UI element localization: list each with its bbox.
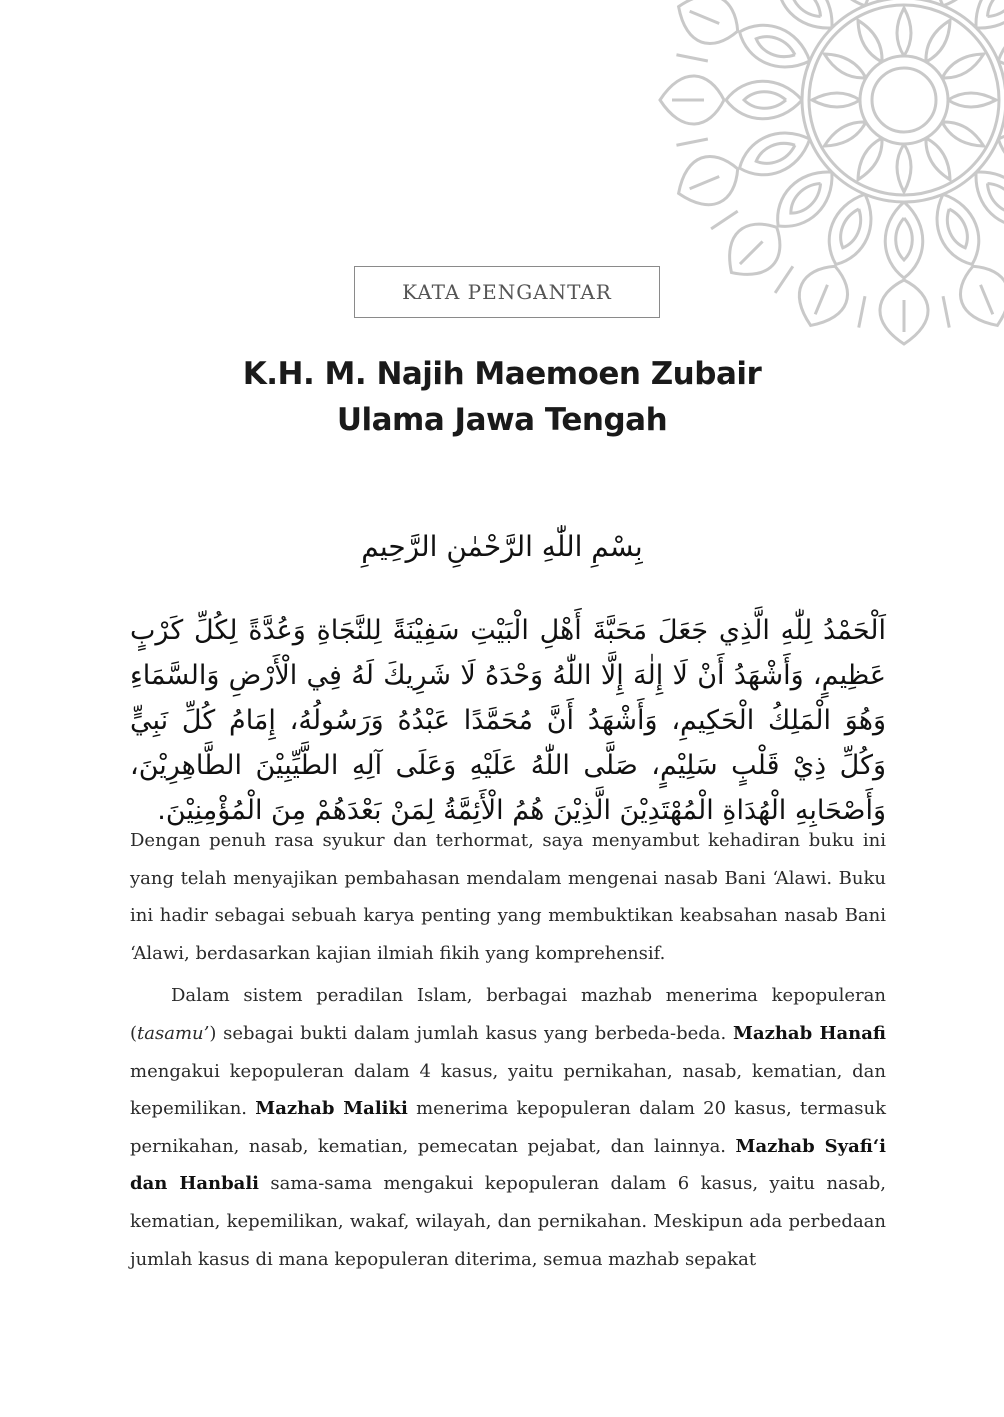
section-label: KATA PENGANTAR (354, 266, 660, 318)
basmala: بِسْمِ اللّٰهِ الرَّحْمٰنِ الرَّحِيمِ (361, 530, 643, 563)
term-mazhab-hanafi: Mazhab Hanafi (733, 1022, 887, 1044)
paragraph-1: Dengan penuh rasa syukur dan terhormat, saya menyambut kehadiran buku ini yang telah menyajikan pembahasan mendalam mengenai nasab Bani ‘Alawi. Buku ini hadir sebagai sebuah karya penting yang membuktikan keabsahan nasab Bani ‘Alawi, berdasarkan kajian ilmiah fikih yang komprehensif. (130, 830, 886, 964)
paragraph-2: Dalam sistem peradilan Islam, berbagai mazhab menerima kepopuleran (tasamu’) sebagai bukti dalam jumlah kasus yang berbeda-beda. Mazhab Hanafi mengakui kepopuleran dalam 4 kasus, yaitu pernikahan, nasab, kematian, dan kepemilikan. Mazhab Maliki menerima kepopuleran dalam 20 kasus, termasuk pernikahan, nasab, kematian, pemecatan pejabat, dan lainnya. Mazhab Syafi‘i dan Hanbali sama-sama mengakui kepopuleran dalam 6 kasus, yaitu nasab, kematian, kepemilikan, wakaf, wilayah, dan pernikahan. Meskipun ada perbedaan jumlah kasus di mana kepopuleran diterima, semua mazhab sepakat (130, 985, 887, 1270)
term-tasamu: tasamu’ (137, 1022, 210, 1044)
page-subtitle: Ulama Jawa Tengah (336, 402, 668, 438)
mandala-ornament (654, 0, 1004, 350)
body-text (130, 822, 886, 1278)
page-title: K.H. M. Najih Maemoen Zubair (242, 356, 762, 392)
arabic-paragraph: اَلْحَمْدُ لِلّٰهِ الَّذِي جَعَلَ مَحَبَّةَ أَهْلِ الْبَيْتِ سَفِيْنَةً لِلنَّجَاةِ وَعُدَّةً لِكُلِّ كَرْبٍ عَظِيمٍ، وَأَشْهَدُ أَنْ لَا إِلٰهَ إِلَّا اللّٰهُ وَحْدَهُ لَا شَرِيكَ لَهُ فِي الْأَرْضِ وَالسَّمَاءِ وَهُوَ الْمَلِكُ الْحَكِيمِ، وَأَشْهَدُ أَنَّ مُحَمَّدًا عَبْدُهُ وَرَسُولُهُ، إِمَامُ كُلِّ نَبِيٍّ وَكُلِّ ذِيْ قَلْبٍ سَلِيْمٍ، صَلَّى اللّٰهُ عَلَيْهِ وَعَلَى آلِهِ الطَّيِّبِيْنَ الطَّاهِرِيْنَ، وَأَصْحَابِهِ الْهُدَاةِ الْمُهْتَدِيْنَ الَّذِيْنَ هُمُ الْأَئِمَّةُ لِمَنْ بَعْدَهُمْ مِنَ الْمُؤْمِنِيْنَ. (130, 615, 886, 826)
term-mazhab-syafii-hanbali: Mazhab Syafi‘i dan Hanbali (130, 1135, 886, 1195)
term-mazhab-maliki: Mazhab Maliki (255, 1098, 408, 1120)
